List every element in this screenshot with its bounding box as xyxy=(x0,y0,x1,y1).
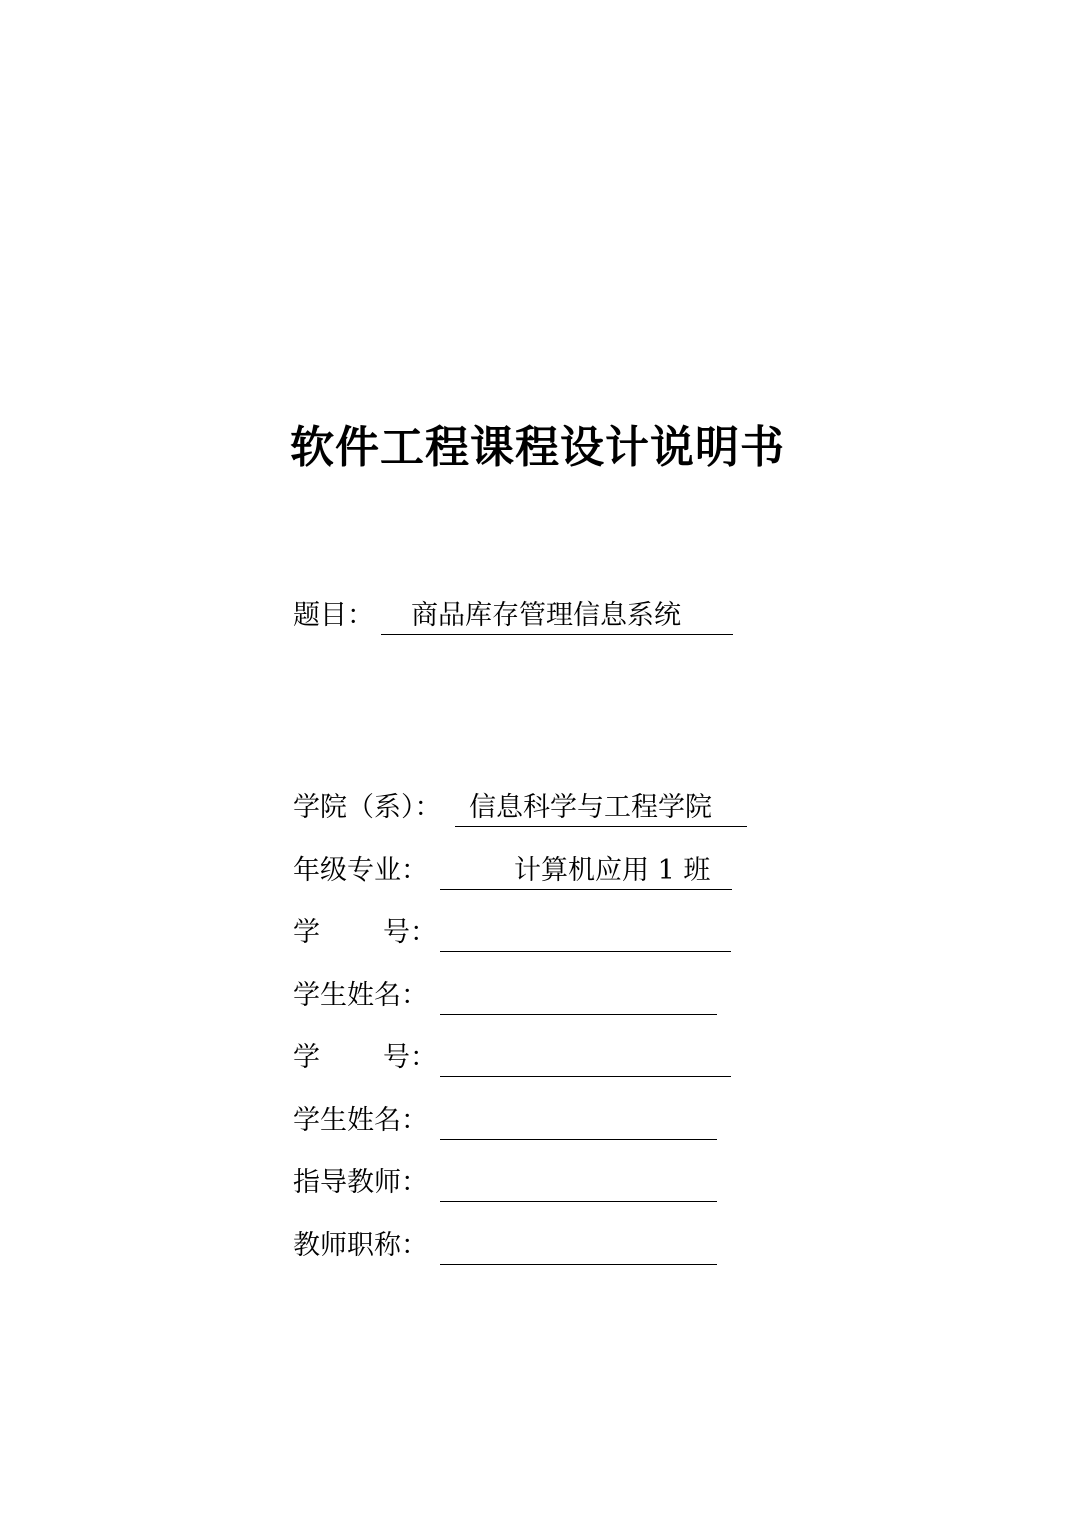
advisor-title-label: 教师职称： xyxy=(293,1230,428,1261)
student-name-label-1: 学生姓名： xyxy=(293,980,428,1011)
topic-field[interactable] xyxy=(381,598,733,635)
college-value: 信息科学与工程学院 xyxy=(469,792,712,823)
student-id-label-1-a: 学 xyxy=(293,917,320,948)
college-label: 学院（系）： xyxy=(293,792,442,823)
major-field[interactable] xyxy=(440,853,732,890)
student-name-label-2: 学生姓名： xyxy=(293,1105,428,1136)
student-name-field-2[interactable] xyxy=(440,1103,717,1140)
advisor-field[interactable] xyxy=(440,1165,717,1202)
major-label: 年级专业： xyxy=(293,855,428,886)
student-id-label-1-b: 号： xyxy=(383,917,437,948)
student-name-field-1[interactable] xyxy=(440,978,717,1015)
advisor-label: 指导教师： xyxy=(293,1167,428,1198)
student-id-field-1[interactable] xyxy=(440,915,731,952)
student-id-field-2[interactable] xyxy=(440,1040,731,1077)
student-id-label-2-a: 学 xyxy=(293,1042,320,1073)
topic-value: 商品库存管理信息系统 xyxy=(411,600,681,631)
page-title: 软件工程课程设计说明书 xyxy=(290,422,785,473)
advisor-title-field[interactable] xyxy=(440,1228,717,1265)
student-id-label-2-b: 号： xyxy=(383,1042,437,1073)
topic-label: 题目： xyxy=(293,600,374,631)
major-value: 计算机应用 1 班 xyxy=(514,855,711,886)
college-field[interactable] xyxy=(455,790,747,827)
